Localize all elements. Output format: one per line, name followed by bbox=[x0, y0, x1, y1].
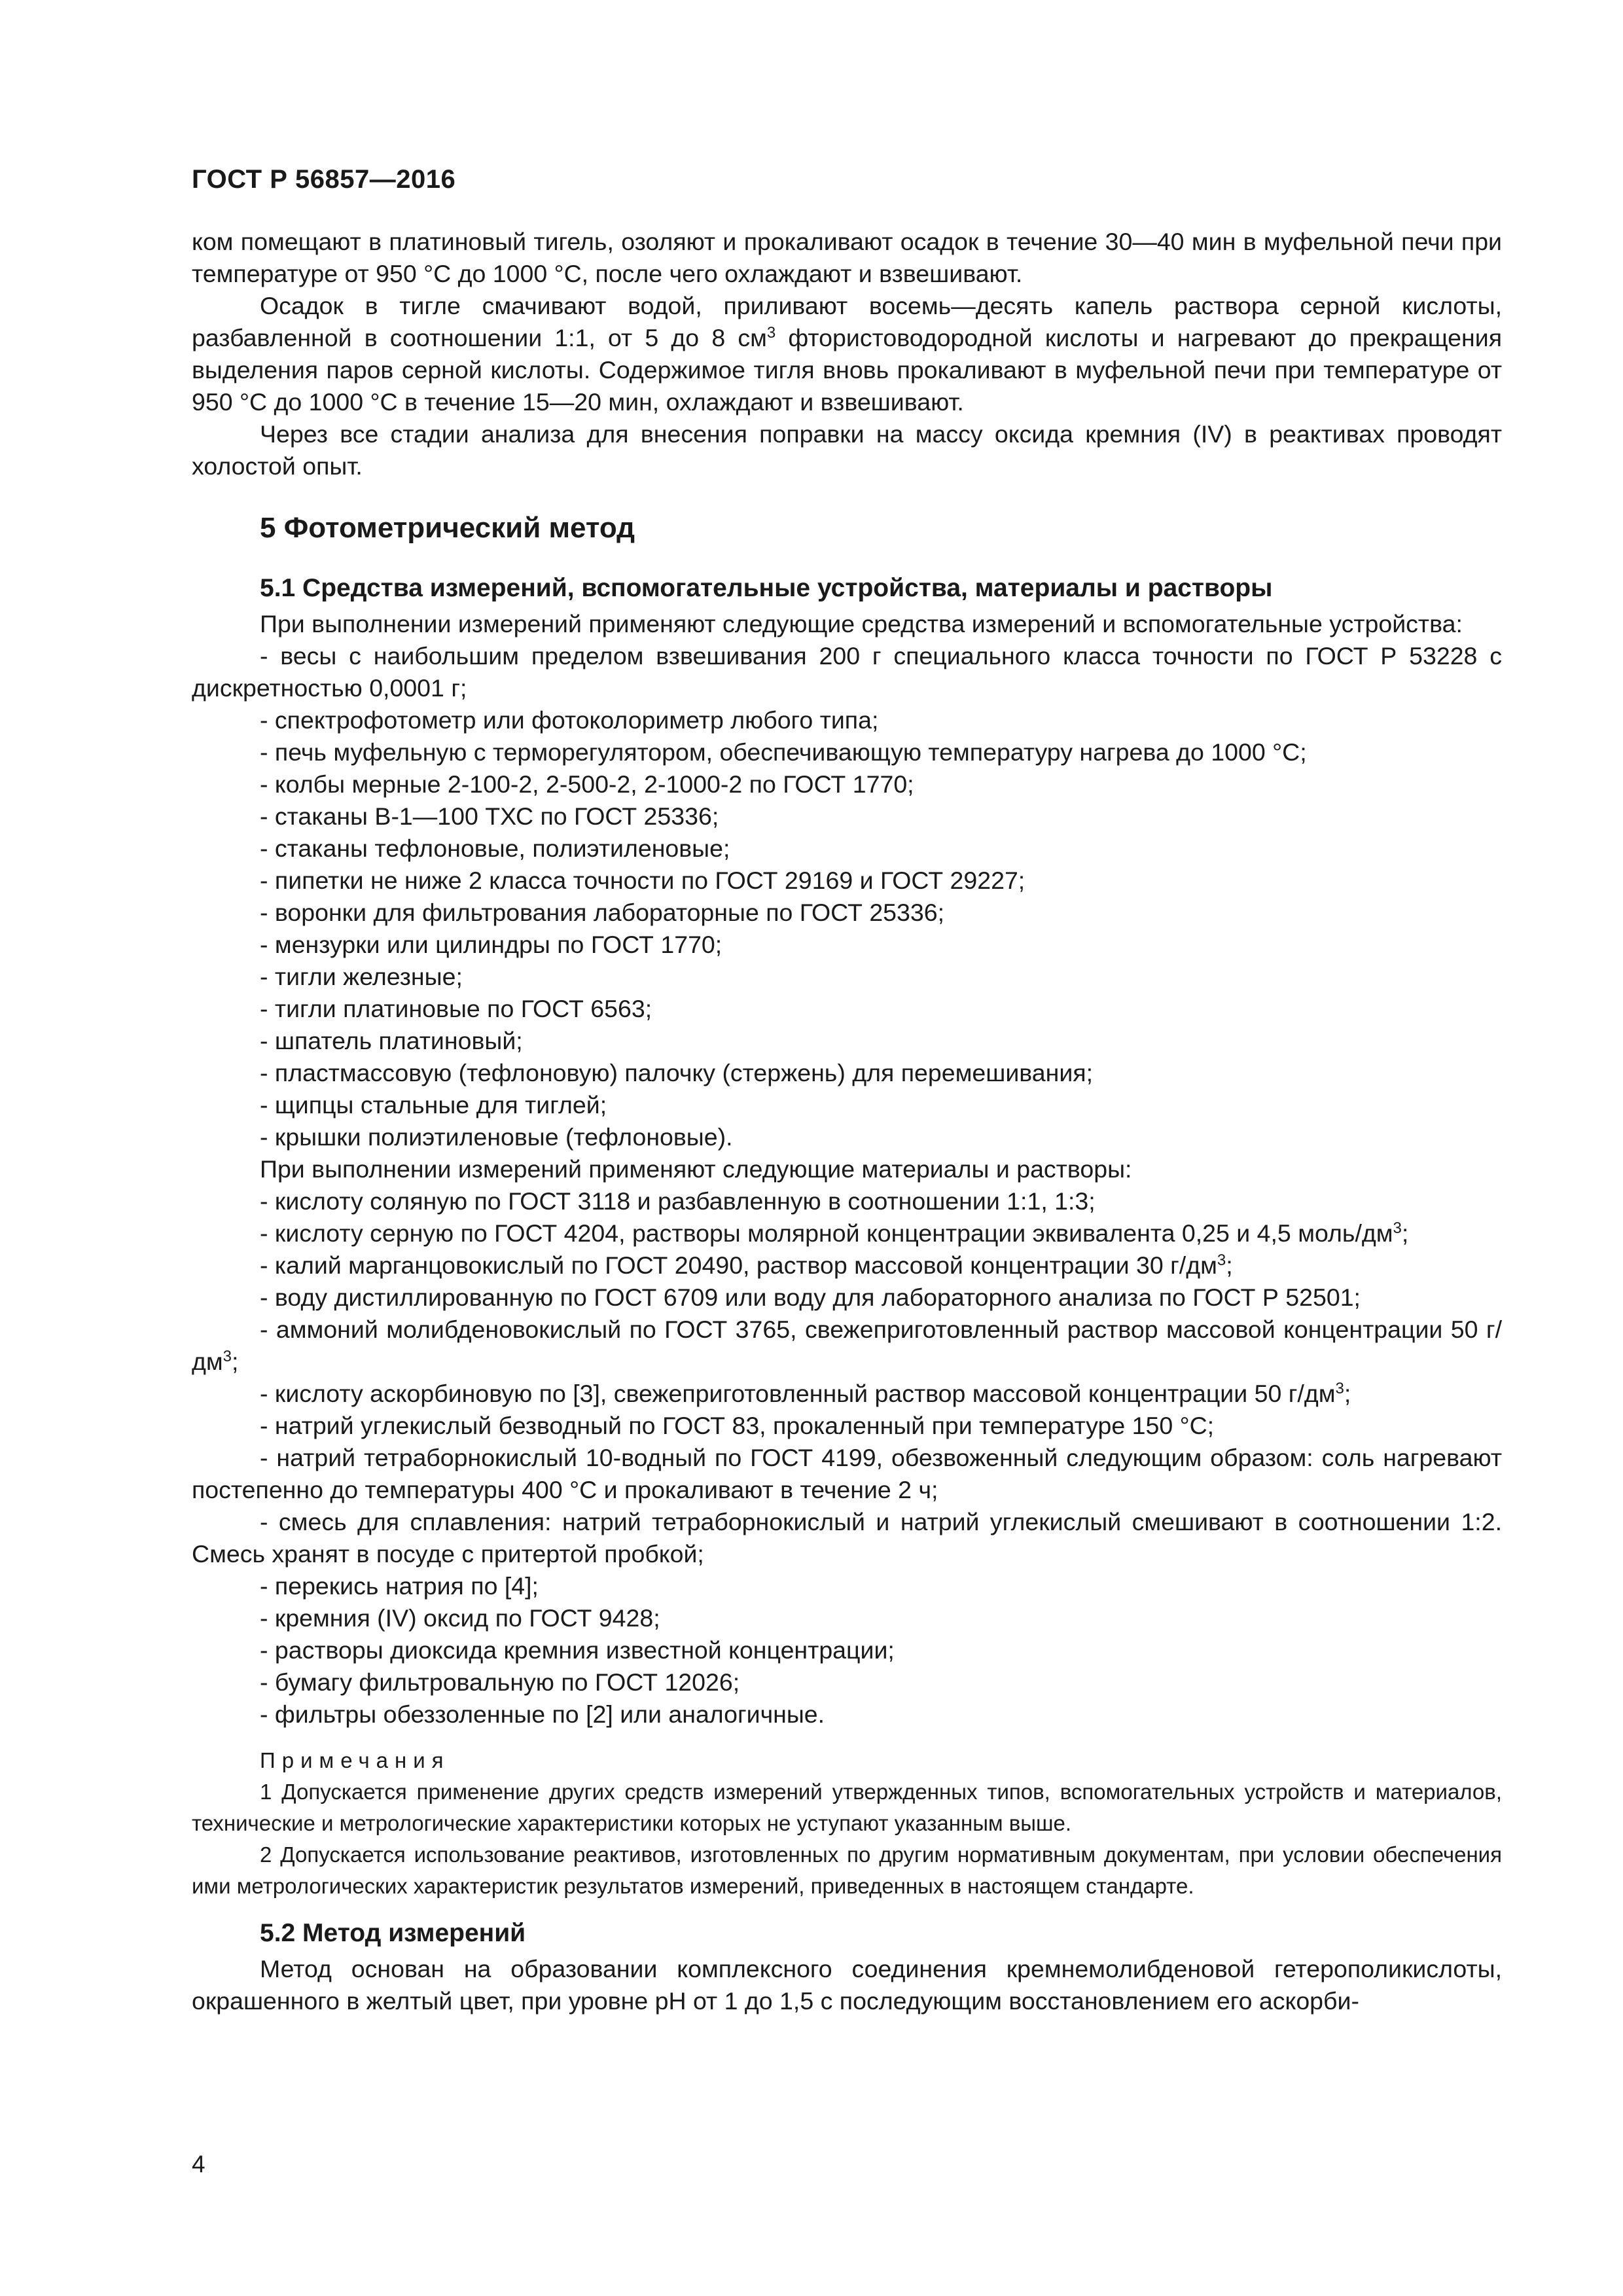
page-content bbox=[192, 226, 1502, 2017]
paragraph: ком помещают в платиновый тигель, озоляют и прокаливают осадок в течение 30—40 мин в муфельной печи при температуре от 950 °С до 1000 °С, после чего охлаждают и взвешивают. bbox=[192, 228, 1502, 287]
list-item: - воронки для фильтрования лабораторные по ГОСТ 25336; bbox=[260, 899, 945, 926]
list-item: - бумагу фильтровальную по ГОСТ 12026; bbox=[260, 1668, 740, 1696]
superscript: 3 bbox=[223, 1348, 232, 1365]
list-item: - пластмассовую (тефлоновую) палочку (стержень) для перемешивания; bbox=[260, 1059, 1094, 1086]
document-id-header: ГОСТ Р 56857—2016 bbox=[192, 165, 456, 194]
superscript: 3 bbox=[1335, 1380, 1344, 1397]
list-item: - перекись натрия по [4]; bbox=[260, 1572, 539, 1600]
list-item: - фильтры обеззоленные по [2] или аналогичные. bbox=[260, 1700, 825, 1728]
note: 2 Допускается использование реактивов, изготовленных по другим нормативным документам, при условии обеспечения ими метрологических характеристик результатов измерений, приведенных в настоящем стандарте. bbox=[192, 1842, 1502, 1898]
materials-list bbox=[192, 1185, 1502, 1731]
list-item: - стаканы В-1—100 ТХС по ГОСТ 25336; bbox=[260, 802, 719, 830]
superscript: 3 bbox=[766, 324, 776, 342]
list-item: - тигли платиновые по ГОСТ 6563; bbox=[260, 995, 652, 1022]
list-item: - растворы диоксида кремния известной концентрации; bbox=[260, 1636, 895, 1664]
superscript: 3 bbox=[1393, 1219, 1402, 1237]
paragraph: Осадок в тигле смачивают водой, приливают восемь—десять капель раствора серной кислоты, разбавленной в соотношении 1:1, от 5 до 8 $см^3$ фтористоводородной кислоты и нагревают до прекращения выделения паров серной кислоты. Содержимое тигля вновь прокаливают в муфельной печи при температуре от 950 °С до 1000 °С в течение 15—20 мин, охлаждают и взвешивают. bbox=[192, 292, 1502, 416]
list-item: - колбы мерные 2-100-2, 2-500-2, 2-1000-2 по ГОСТ 1770; bbox=[260, 770, 914, 798]
page-number: 4 bbox=[192, 2151, 205, 2178]
list-item: - мензурки или цилиндры по ГОСТ 1770; bbox=[260, 931, 722, 958]
paragraph: Метод основан на образовании комплексного соединения кремнемолибденовой гетерополикислоты, окрашенного в желтый цвет, при уровне рН от 1 до 1,5 с последующим восстановлением его аскорби- bbox=[192, 1955, 1502, 2015]
subsection-heading: 5.1 Средства измерений, вспомогательные устройства, материалы и растворы bbox=[260, 574, 1273, 602]
superscript: 3 bbox=[1217, 1251, 1226, 1269]
list-item: - пипетки не ниже 2 класса точности по ГОСТ 29169 и ГОСТ 29227; bbox=[260, 867, 1026, 894]
paragraph: При выполнении измерений применяют следующие материалы и растворы: bbox=[260, 1155, 1132, 1183]
list-item: - стаканы тефлоновые, полиэтиленовые; bbox=[260, 834, 730, 862]
list-item: - натрий тетраборнокислый 10-водный по ГОСТ 4199, обезвоженный следующим образом: соль нагревают постепенно до температуры 400 °С и прокаливают в течение 2 ч; bbox=[192, 1444, 1502, 1503]
equipment-list bbox=[192, 640, 1502, 1153]
list-item: - воду дистиллированную по ГОСТ 6709 или воду для лабораторного анализа по ГОСТ Р 52501; bbox=[260, 1283, 1361, 1311]
list-item: - спектрофотометр или фотоколориметр любого типа; bbox=[260, 706, 879, 734]
list-item: - кислоту серную по ГОСТ 4204, растворы молярной концентрации эквивалента 0,25 и 4,5 моль/$дм^3$; bbox=[260, 1219, 1409, 1247]
list-item: - кислоту соляную по ГОСТ 3118 и разбавленную в соотношении 1:1, 1:3; bbox=[260, 1187, 1096, 1215]
list-item: - печь муфельную с терморегулятором, обеспечивающую температуру нагрева до 1000 °С; bbox=[260, 738, 1307, 766]
list-item: - кремния (IV) оксид по ГОСТ 9428; bbox=[260, 1604, 660, 1632]
paragraph: При выполнении измерений применяют следующие средства измерений и вспомогательные устройства: bbox=[260, 610, 1463, 637]
list-item: - щипцы стальные для тиглей; bbox=[260, 1091, 607, 1119]
list-item: - крышки полиэтиленовые (тефлоновые). bbox=[260, 1123, 733, 1151]
list-item: - шпатель платиновый; bbox=[260, 1027, 523, 1054]
subsection-heading: 5.2 Метод измерений bbox=[260, 1919, 526, 1947]
paragraph: Через все стадии анализа для внесения поправки на массу оксида кремния (IV) в реактивах проводят холостой опыт. bbox=[192, 420, 1502, 480]
list-item: - кислоту аскорбиновую по [3], свежеприготовленный раствор массовой концентрации 50 $г/дм^3$; bbox=[260, 1380, 1351, 1407]
notes-block bbox=[192, 1745, 1502, 1902]
section-heading: 5 Фотометрический метод bbox=[260, 512, 635, 544]
list-item: - аммоний молибденовокислый по ГОСТ 3765, свежеприготовленный раствор массовой концентрации 50 $г/дм^3$; bbox=[192, 1316, 1502, 1375]
list-item: - весы с наибольшим пределом взвешивания 200 г специального класса точности по ГОСТ Р 53228 с дискретностью 0,0001 г; bbox=[192, 642, 1502, 702]
note: 1 Допускается применение других средств измерений утвержденных типов, вспомогательных устройств и материалов, технические и метрологические характеристики которых не уступают указанным выше. bbox=[192, 1780, 1502, 1835]
notes-title: Примечания bbox=[260, 1748, 450, 1772]
list-item: - смесь для сплавления: натрий тетраборнокислый и натрий углекислый смешивают в соотношении 1:2. Смесь хранят в посуде с притертой пробкой; bbox=[192, 1508, 1502, 1568]
list-item: - калий марганцовокислый по ГОСТ 20490, раствор массовой концентрации 30 $г/дм^3$; bbox=[260, 1251, 1233, 1279]
list-item: - тигли железные; bbox=[260, 963, 463, 990]
list-item: - натрий углекислый безводный по ГОСТ 83, прокаленный при температуре 150 °С; bbox=[260, 1412, 1215, 1439]
